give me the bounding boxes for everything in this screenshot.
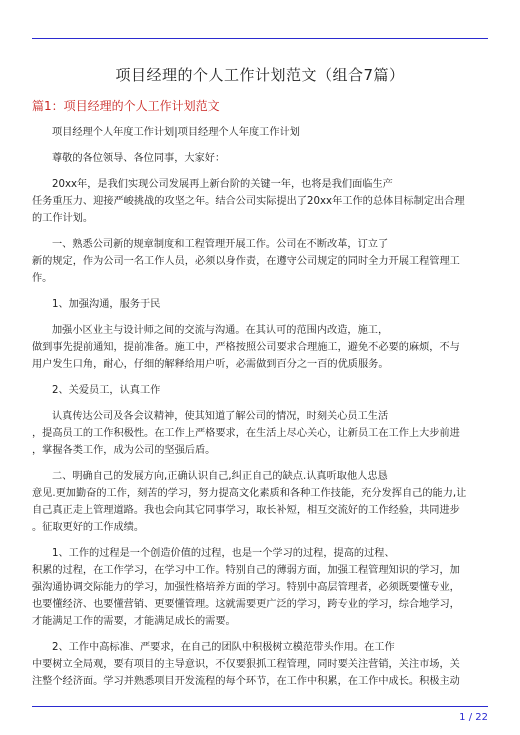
page-number: 1 / 22 [459, 712, 488, 723]
text-line: 尊敬的各位领导、各位同事，大家好： [52, 153, 226, 164]
text-line: 自己真正走上管理道路。我也会向其它同事学习，取长补短，相互交流好的工作经验，共同进步 [32, 505, 460, 516]
footer-rule [32, 706, 488, 707]
text-line: 任务重压力、迎接严峻挑战的攻坚之年。结合公司实际提出了20xx年工作的总体目标制定出合理 [32, 196, 465, 207]
paragraph [32, 124, 488, 141]
text-line: 作。 [32, 273, 53, 284]
paragraph [32, 150, 488, 167]
text-line: 做到事先提前通知，提前准备。施工中，严格按照公司要求合理施工，避免不必要的麻烦，不与 [32, 342, 460, 353]
header-rule [32, 38, 488, 39]
text-line: 新的规定，作为公司一名工作人员，必须以身作责，在遵守公司规定的同时全力开展工程管理工 [32, 256, 460, 267]
text-line: 积累的过程，在工作学习，在学习中工作。特别自己的薄弱方面，加强工程管理知识的学习，加 [32, 565, 460, 576]
paragraph [32, 545, 488, 630]
text-line: 的工作计划。 [32, 213, 94, 224]
paragraph [32, 176, 488, 227]
text-line: 20xx年，是我们实现公司发展再上新台阶的关键一年，也将是我们面临生产 [52, 179, 393, 190]
paragraph [32, 236, 488, 287]
text-line: 项目经理个人年度工作计划|项目经理个人年度工作计划 [52, 127, 300, 138]
document-title: 项目经理的个人工作计划范文（组合7篇） [115, 66, 405, 84]
text-line: ，提高员工的工作积极性。在工作上严格要求，在生活上尽心关心，让新员工在工作上大步前进 [32, 428, 460, 439]
text-line: 也要懂经济、也要懂营销、更要懂管理。这就需要更广泛的学习，跨专业的学习，综合地学习， [32, 599, 460, 610]
text-line: 强沟通协调交际能力的学习，加强性格培养方面的学习。特别中高层管理者，必须既要懂专业， [32, 582, 460, 593]
paragraph [32, 639, 488, 690]
text-line: 一、熟悉公司新的规章制度和工程管理开展工作。公司在不断改革，订立了 [52, 239, 389, 250]
paragraph [32, 468, 488, 536]
text-line: 二、明确自己的发展方向,正确认识自己,纠正自己的缺点.认真听取他人忠恳 [52, 471, 388, 482]
text-line: 意见.更加勤奋的工作，刻苦的学习，努力提高文化素质和各种工作技能，充分发挥自己的能力,让 [32, 488, 467, 499]
text-line: 用户发生口角，耐心，仔细的解释给用户听，必需做到百分之一百的优质服务。 [32, 359, 389, 370]
text-line: 加强小区业主与设计师之间的交流与沟通。在其认可的范围内改造，施工， [52, 325, 389, 336]
section-heading: 篇1：项目经理的个人工作计划范文 [32, 99, 220, 113]
text-line: 注整个经济面。学习并熟悉项目开发流程的每个环节，在工作中积累，在工作中成长。积极主动 [32, 676, 460, 687]
document-body [32, 124, 488, 699]
text-line: 2、工作中高标准、严要求，在自己的团队中积极树立模范带头作用。在工作 [52, 642, 395, 653]
paragraph [32, 296, 488, 313]
text-line: 2、关爱员工，认真工作 [52, 385, 161, 396]
paragraph [32, 382, 488, 399]
text-line: 认真传达公司及各会议精神，使其知道了解公司的情况，时刻关心员工生活 [52, 411, 389, 422]
text-line: 1、工作的过程是一个创造价值的过程，也是一个学习的过程，提高的过程、 [52, 548, 395, 559]
text-line: 1、加强沟通，服务于民 [52, 299, 161, 310]
text-line: 。征取更好的工作成绩。 [32, 522, 145, 533]
text-line: 中要树立全局观，要有项目的主导意识，不仅要狠抓工程管理，同时要关注营销，关注市场，关 [32, 659, 460, 670]
paragraph [32, 322, 488, 373]
text-line: ，掌握各类工作，成为公司的坚强后盾。 [32, 445, 216, 456]
paragraph [32, 408, 488, 459]
text-line: 才能满足工作的需要，才能满足成长的需要。 [32, 616, 236, 627]
